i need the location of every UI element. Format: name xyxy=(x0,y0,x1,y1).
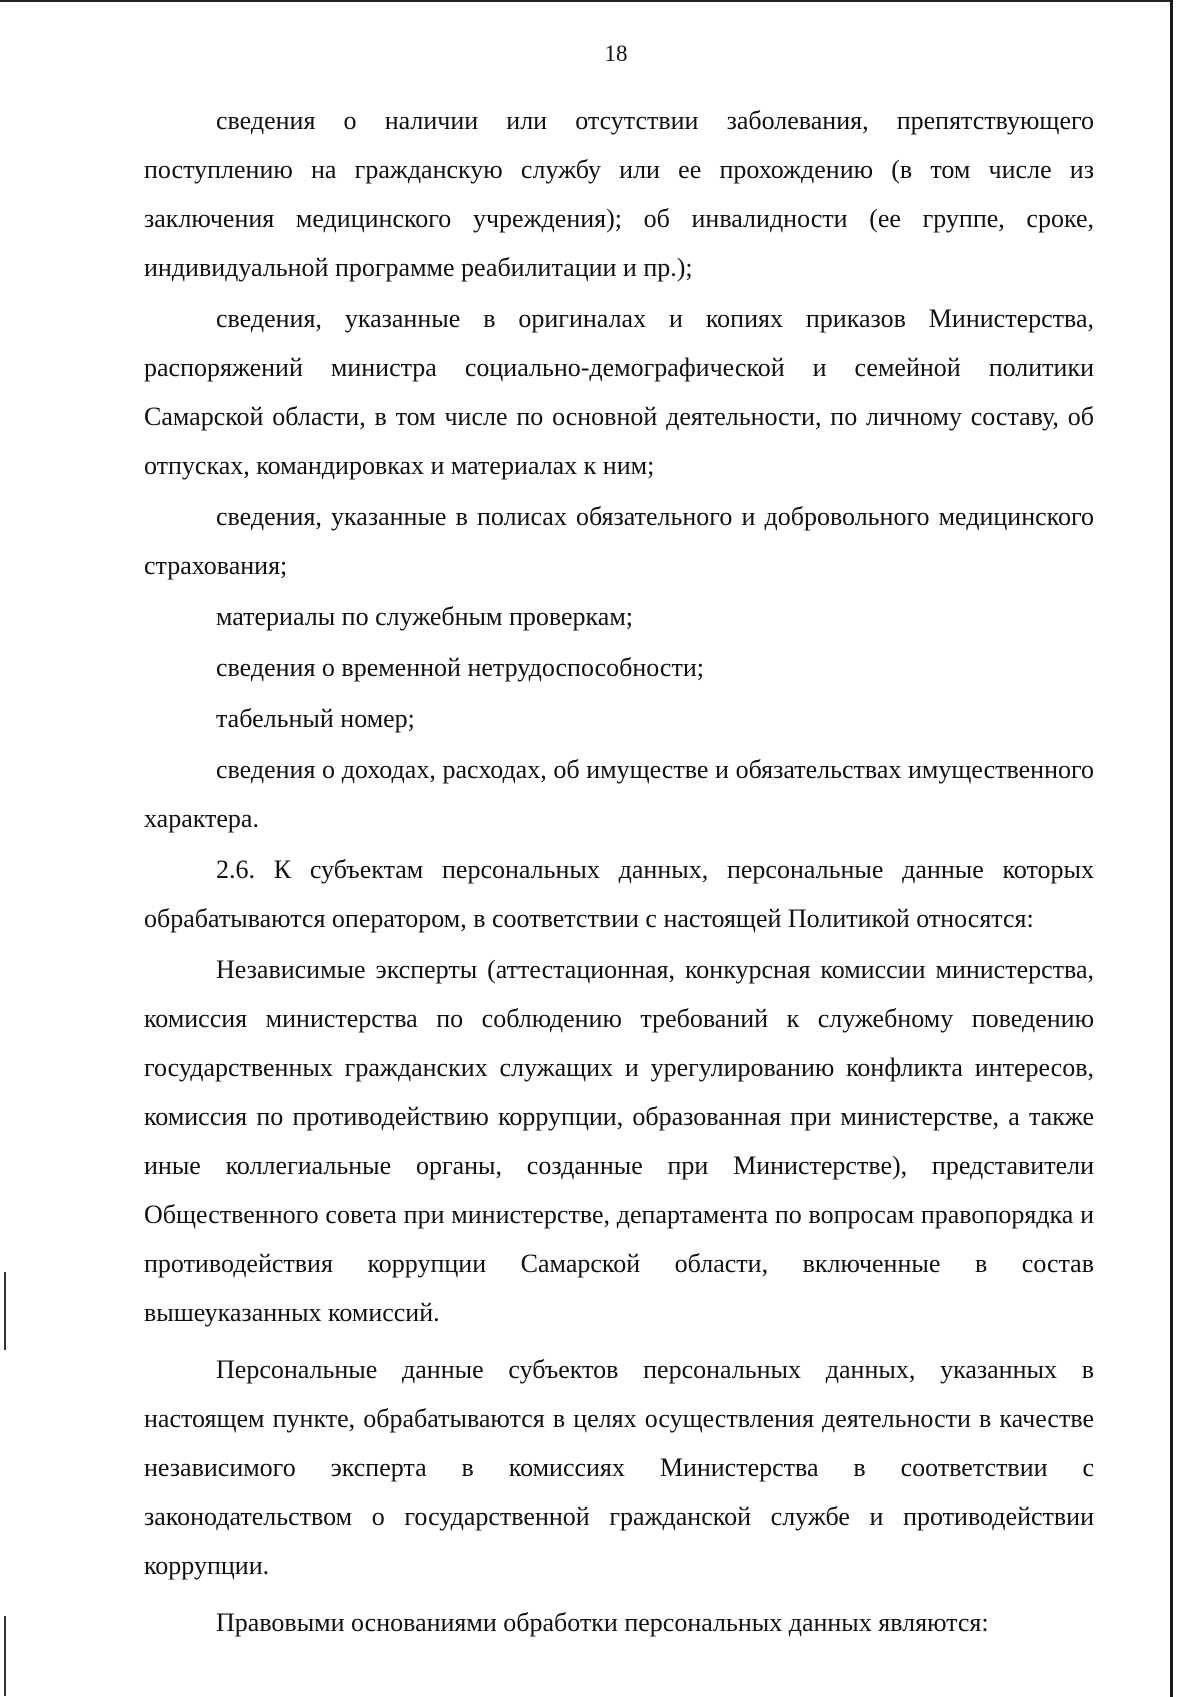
scan-edge-right xyxy=(1170,0,1173,1697)
paragraph-independent-experts: Независимые эксперты (аттестационная, конкурсная комиссии министерства, комиссия министерства по соблюдению требований к служебному поведению государственных гражданских служащих и урегулированию конфликта интересов, комиссия по противодействию коррупции, образованная при министерстве, а также иные коллегиальные органы, созданные при Министерстве), представители Общественного совета при министерстве, департамента по вопросам правопорядка и противодействия коррупции Самарской области, включенные в состав вышеуказанных комиссий. xyxy=(144,955,1094,1327)
paragraph-processing-purpose: Персональные данные субъектов персональных данных, указанных в настоящем пункте, обрабатываются в целях осуществления деятельности в качестве независимого эксперта в комиссиях Министерства в соответствии с законодательством о государственной гражданской службе и противодействии коррупции. xyxy=(144,1355,1094,1580)
scan-edge-mark xyxy=(4,1616,6,1696)
paragraph-orders-info: сведения, указанные в оригиналах и копиях приказов Министерства, распоряжений министра социально-демографической и семейной политики Самарской области, в том числе по основной деятельности, по личному составу, об отпусках, командировках и материалах к ним; xyxy=(144,304,1094,480)
paragraph-insurance-info: сведения, указанные в полисах обязательного и добровольного медицинского страхования; xyxy=(144,502,1094,580)
paragraph-personnel-number: табельный номер; xyxy=(216,704,415,733)
paragraph-section-2-6: 2.6. К субъектам персональных данных, персональные данные которых обрабатываются оператором, в соответствии с настоящей Политикой относятся: xyxy=(144,855,1094,933)
scan-edge-mark xyxy=(4,1272,6,1350)
scan-edge-top xyxy=(0,0,1172,2)
paragraph-legal-grounds: Правовыми основаниями обработки персональных данных являются: xyxy=(216,1608,989,1637)
paragraph-sick-leave-info: сведения о временной нетрудоспособности; xyxy=(216,653,704,682)
paragraph-disease-info: сведения о наличии или отсутствии заболевания, препятствующего поступлению на гражданскую службу или ее прохождению (в том числе из заключения медицинского учреждения); об инвалидности (ее группе, сроке, индивидуальной программе реабилитации и пр.); xyxy=(144,106,1094,282)
paragraph-income-info: сведения о доходах, расходах, об имуществе и обязательствах имущественного характера. xyxy=(144,755,1094,833)
paragraph-inspection-materials: материалы по служебным проверкам; xyxy=(216,602,634,631)
page-number: 18 xyxy=(604,41,628,66)
document-body xyxy=(144,96,1094,1649)
